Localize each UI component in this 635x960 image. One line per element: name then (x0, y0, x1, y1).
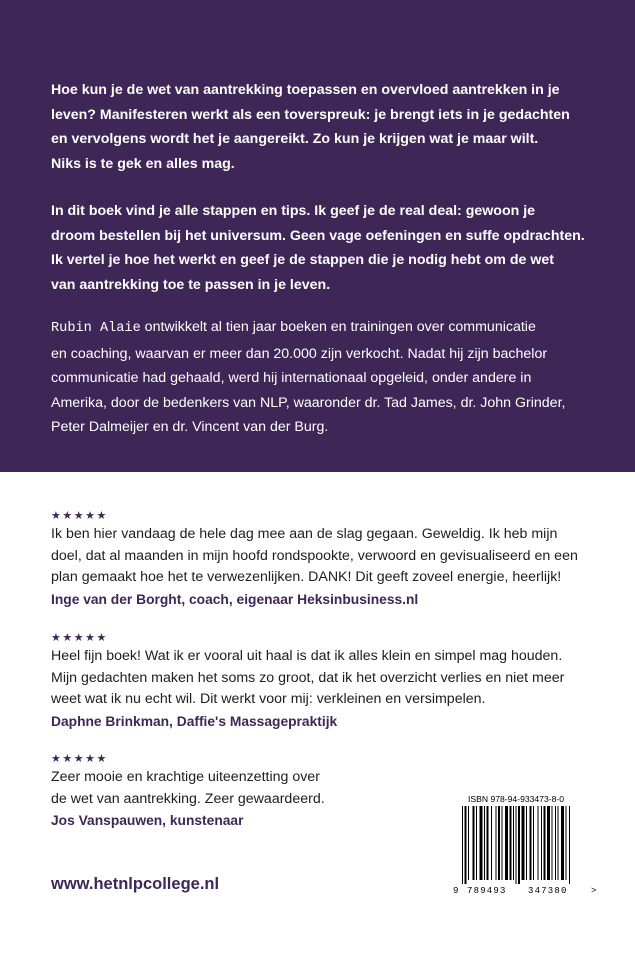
barcode-bar (505, 806, 508, 880)
barcode-bar (480, 806, 483, 880)
star-rating-icon: ★★★★★ (51, 632, 108, 644)
review-text (51, 767, 351, 810)
bio-line: Peter Dalmeijer en dr. Vincent van der Burg. (51, 419, 329, 435)
blurb-line: Ik vertel je hoe het werkt en geef je de stappen die je nodig hebt om de wet (51, 252, 554, 268)
barcode-bar (487, 806, 489, 880)
barcode-bar (558, 806, 559, 880)
barcode-bar (502, 806, 503, 880)
blurb-line: droom bestellen bij het universum. Geen vage oefeningen en suffe opdrachten. (51, 227, 585, 244)
barcode-bar (498, 806, 500, 880)
barcode-bar (518, 806, 520, 884)
blurb-line: en vervolgens wordt het je aangereikt. Zo kun je krijgen wat je maar wilt. (51, 131, 539, 147)
barcode-bar (538, 806, 539, 880)
bio-line: Amerika, door de bedenkers van NLP, waaronder dr. Tad James, dr. John Grinder, (51, 394, 566, 411)
isbn-label: ISBN 978-94-933473-8-0 (468, 794, 565, 804)
barcode-bar (561, 806, 564, 880)
review-line: Zeer mooie en krachtige uiteenzetting over (51, 769, 320, 785)
barcode-bar (544, 806, 546, 880)
barcode-bar (547, 806, 550, 880)
star-rating-icon: ★★★★★ (51, 510, 108, 522)
blurb-line: van aantrekking toe te passen in je leven. (51, 276, 331, 293)
barcode-bar (465, 806, 467, 884)
bio-line: ontwikkelt al tien jaar boeken en trainingen over communicatie (140, 319, 536, 335)
barcode-bar (473, 806, 475, 880)
star-rating-icon: ★★★★★ (51, 753, 108, 765)
blurb-line: In dit boek vind je alle stappen en tips. Ik geef je de real deal: gewoon je (51, 203, 536, 219)
blurb-line: Niks is te gek en alles mag. (51, 155, 235, 172)
reviewer-name: Jos Vanspauwen, kunstenaar (51, 813, 244, 828)
review-text (51, 524, 611, 589)
bio-line: en coaching, waarvan er meer dan 20.000 zijn verkocht. Nadat hij zijn bachelor (51, 345, 548, 362)
blurb-paragraph-1 (51, 78, 591, 176)
barcode-bar (541, 806, 542, 880)
review-1 (51, 508, 611, 610)
barcode-bar (569, 806, 570, 884)
barcode-bar (530, 806, 532, 880)
author-bio (51, 315, 596, 440)
barcode-bar (496, 806, 497, 880)
barcode-bar (516, 806, 517, 884)
review-line: weet wat ik nu echt wil. Dit werkt voor mij: verkleinen en versimpelen. (51, 691, 486, 707)
barcode-bar (510, 806, 512, 880)
barcode-bar (552, 806, 553, 880)
barcode-bar (526, 806, 527, 880)
reviewer-name: Inge van der Borght, coach, eigenaar Heksinbusiness.nl (51, 591, 419, 607)
barcode-bar (533, 806, 534, 880)
review-line: plan gemaakt hoe het te verwezenlijken. DANK! Dit geeft zoveel energie, heerlijk! (51, 569, 562, 585)
barcode-bar (468, 806, 469, 880)
barcode-bar (491, 806, 492, 880)
author-name: Rubin Alaie (51, 321, 141, 336)
barcode-bar (513, 806, 514, 880)
review-line: de wet van aantrekking. Zeer gewaardeerd. (51, 790, 325, 807)
barcode-digit-first: 9 (453, 886, 459, 896)
blurb-paragraph-2 (51, 199, 591, 297)
review-line: Ik ben hier vandaag de hele dag mee aan de slag gegaan. Geweldig. Ik heb mijn (51, 526, 558, 542)
bio-line: communicatie had gehaald, werd hij internationaal opgeleid, onder andere in (51, 370, 532, 386)
review-2 (51, 630, 611, 732)
barcode-bar (555, 806, 556, 880)
isbn-barcode (452, 792, 600, 902)
review-line: Heel fijn boek! Wat ik er vooral uit haal is dat ik alles klein en simpel mag houden. (51, 648, 563, 664)
barcode-digits-left: 789493 (467, 886, 507, 896)
barcode-bar (522, 806, 525, 880)
review-line: Mijn gedachten maken het soms zo groot, dat ik het overzicht verlies en niet meer (51, 669, 565, 686)
barcode-bar (484, 806, 485, 880)
barcode-bar (476, 806, 477, 880)
reviewer-name: Daphne Brinkman, Daffie's Massagepraktijk (51, 713, 338, 729)
review-text (51, 646, 611, 711)
website-url[interactable]: www.hetnlpcollege.nl (51, 875, 220, 893)
barcode-quiet-mark: > (591, 886, 597, 896)
barcode-bar (566, 806, 567, 880)
blurb-line: Hoe kun je de wet van aantrekking toepassen en overvloed aantrekken in je (51, 82, 560, 98)
barcode-digits-right: 347380 (528, 886, 568, 896)
barcode-bar (462, 806, 463, 884)
blurb-line: leven? Manifesteren werkt als een toverspreuk: je brengt iets in je gedachten (51, 106, 570, 123)
review-line: doel, dat al maanden in mijn hoofd rondspookte, verwoord en gevisualiseerd en een (51, 547, 578, 564)
